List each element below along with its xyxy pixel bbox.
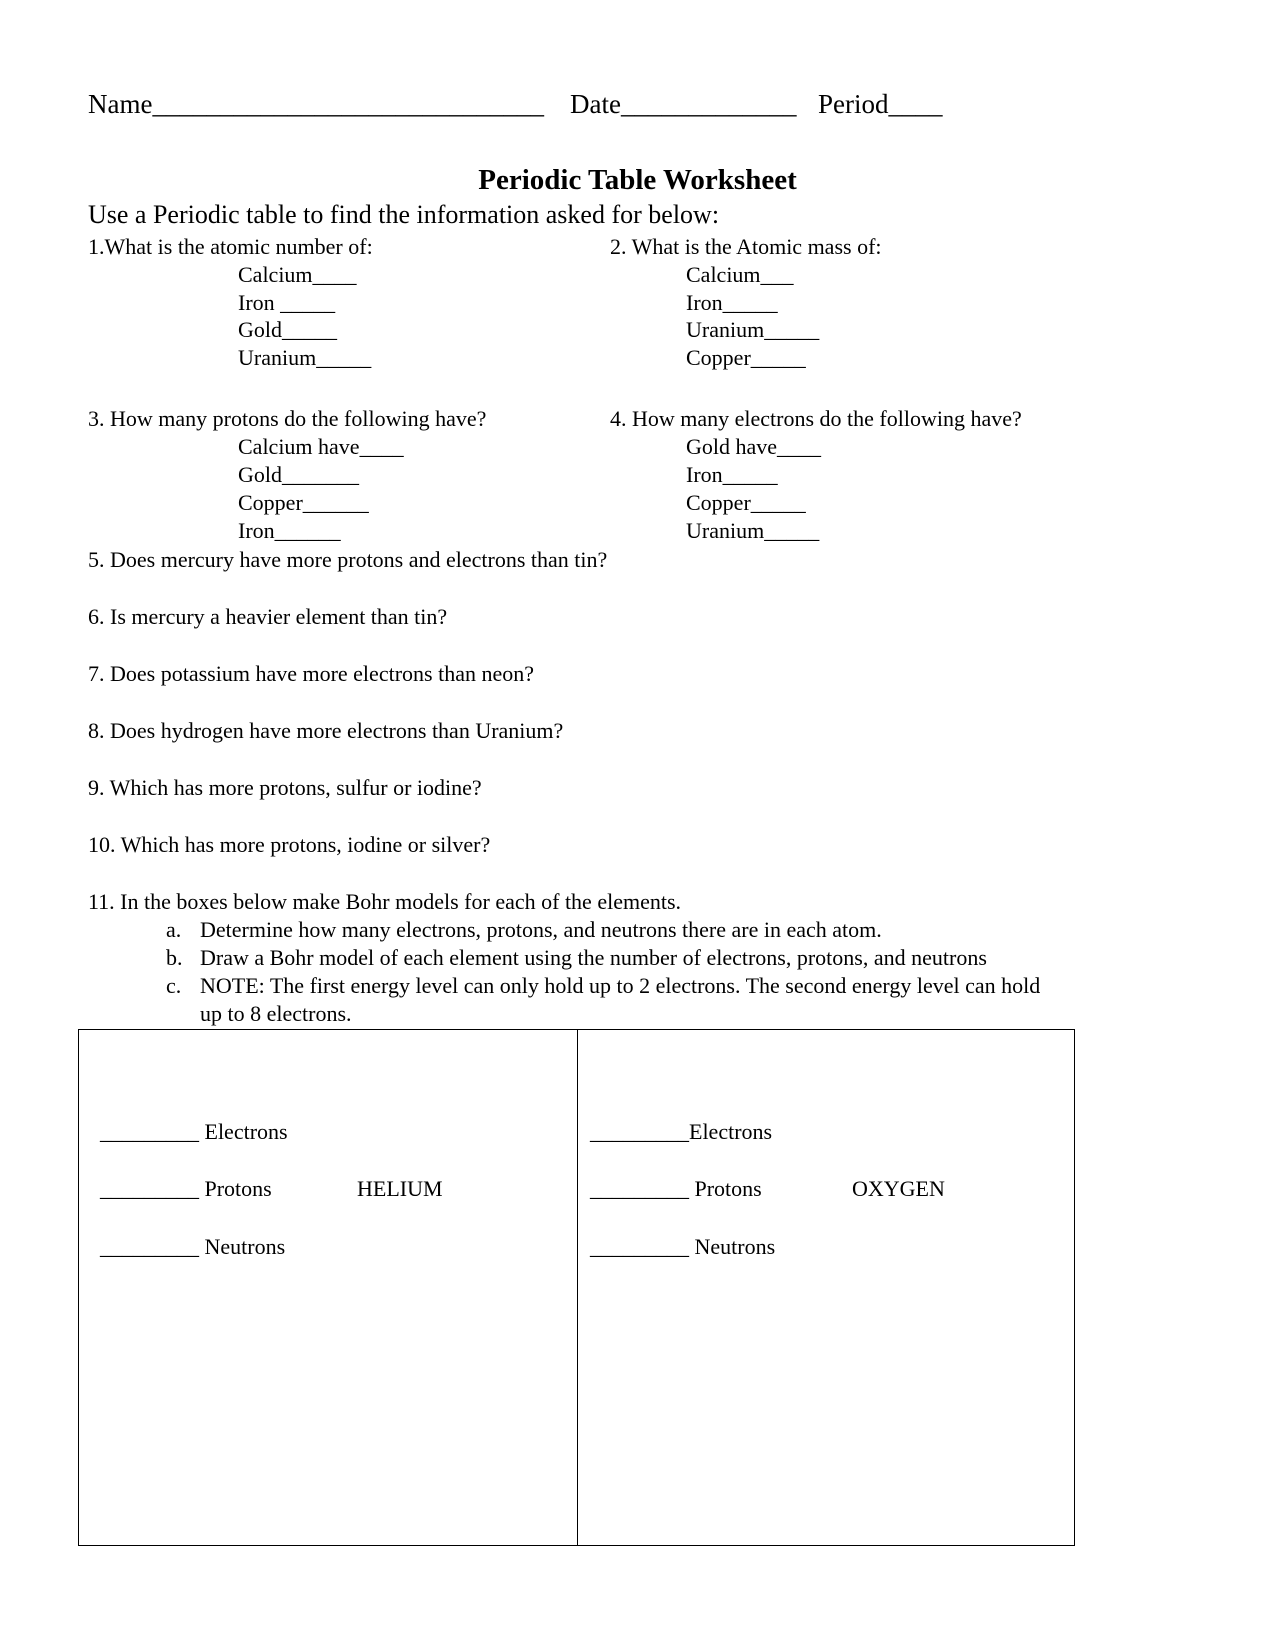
box-divider [577, 1029, 578, 1546]
question-3-prompt: 3. How many protons do the following have? [88, 406, 487, 431]
instructions: Use a Periodic table to find the information asked for below: [88, 200, 720, 229]
question-11-subitem-continued: up to 8 electrons. [200, 1001, 352, 1026]
question-11-marker: a. [166, 917, 182, 942]
question-7: 7. Does potassium have more electrons than neon? [88, 661, 534, 686]
question-1-item[interactable]: Calcium____ [238, 262, 357, 287]
oxygen-neutrons-field[interactable]: _________ Neutrons [590, 1234, 776, 1259]
question-4-item[interactable]: Gold have____ [686, 434, 822, 459]
question-11-subitem: Determine how many electrons, protons, and neutrons there are in each atom. [200, 917, 882, 942]
oxygen-electrons-field[interactable]: _________Electrons [590, 1119, 773, 1144]
question-3-item[interactable]: Gold_______ [238, 462, 359, 487]
question-2-prompt: 2. What is the Atomic mass of: [610, 234, 882, 259]
question-11-prompt: 11. In the boxes below make Bohr models for each of the elements. [88, 889, 682, 914]
question-5: 5. Does mercury have more protons and electrons than tin? [88, 547, 608, 572]
helium-protons-field[interactable]: _________ Protons [100, 1176, 272, 1201]
question-1-item[interactable]: Uranium_____ [238, 345, 372, 370]
question-4-prompt: 4. How many electrons do the following have? [610, 406, 1022, 431]
question-1-item[interactable]: Iron _____ [238, 290, 336, 315]
question-11-marker: b. [166, 945, 183, 970]
helium-element-label: HELIUM [357, 1176, 443, 1201]
question-11-subitem: NOTE: The first energy level can only hold up to 2 electrons. The second energy level can hold [200, 973, 1041, 998]
question-9: 9. Which has more protons, sulfur or iodine? [88, 775, 482, 800]
question-2-item[interactable]: Copper_____ [686, 345, 806, 370]
question-2-item[interactable]: Uranium_____ [686, 317, 820, 342]
helium-electrons-field[interactable]: _________ Electrons [100, 1119, 288, 1144]
worksheet-title: Periodic Table Worksheet [478, 164, 797, 196]
question-4-item[interactable]: Copper_____ [686, 490, 806, 515]
period-field[interactable]: Period____ [818, 89, 943, 119]
question-2-item[interactable]: Calcium___ [686, 262, 794, 287]
question-4-item[interactable]: Iron_____ [686, 462, 778, 487]
oxygen-element-label: OXYGEN [852, 1176, 945, 1201]
question-3-item[interactable]: Iron______ [238, 518, 341, 543]
question-1-prompt: 1.What is the atomic number of: [88, 234, 373, 259]
question-4-item[interactable]: Uranium_____ [686, 518, 820, 543]
question-3-item[interactable]: Copper______ [238, 490, 369, 515]
oxygen-protons-field[interactable]: _________ Protons [590, 1176, 762, 1201]
question-2-item[interactable]: Iron_____ [686, 290, 778, 315]
question-1-item[interactable]: Gold_____ [238, 317, 337, 342]
date-field[interactable]: Date_____________ [570, 89, 797, 119]
question-11-marker: c. [166, 973, 182, 998]
name-field[interactable]: Name_____________________________ [88, 89, 544, 119]
helium-neutrons-field[interactable]: _________ Neutrons [100, 1234, 286, 1259]
question-11-subitem: Draw a Bohr model of each element using the number of electrons, protons, and neutrons [200, 945, 987, 970]
question-3-item[interactable]: Calcium have____ [238, 434, 404, 459]
question-6: 6. Is mercury a heavier element than tin? [88, 604, 448, 629]
question-8: 8. Does hydrogen have more electrons than Uranium? [88, 718, 564, 743]
question-10: 10. Which has more protons, iodine or silver? [88, 832, 491, 857]
